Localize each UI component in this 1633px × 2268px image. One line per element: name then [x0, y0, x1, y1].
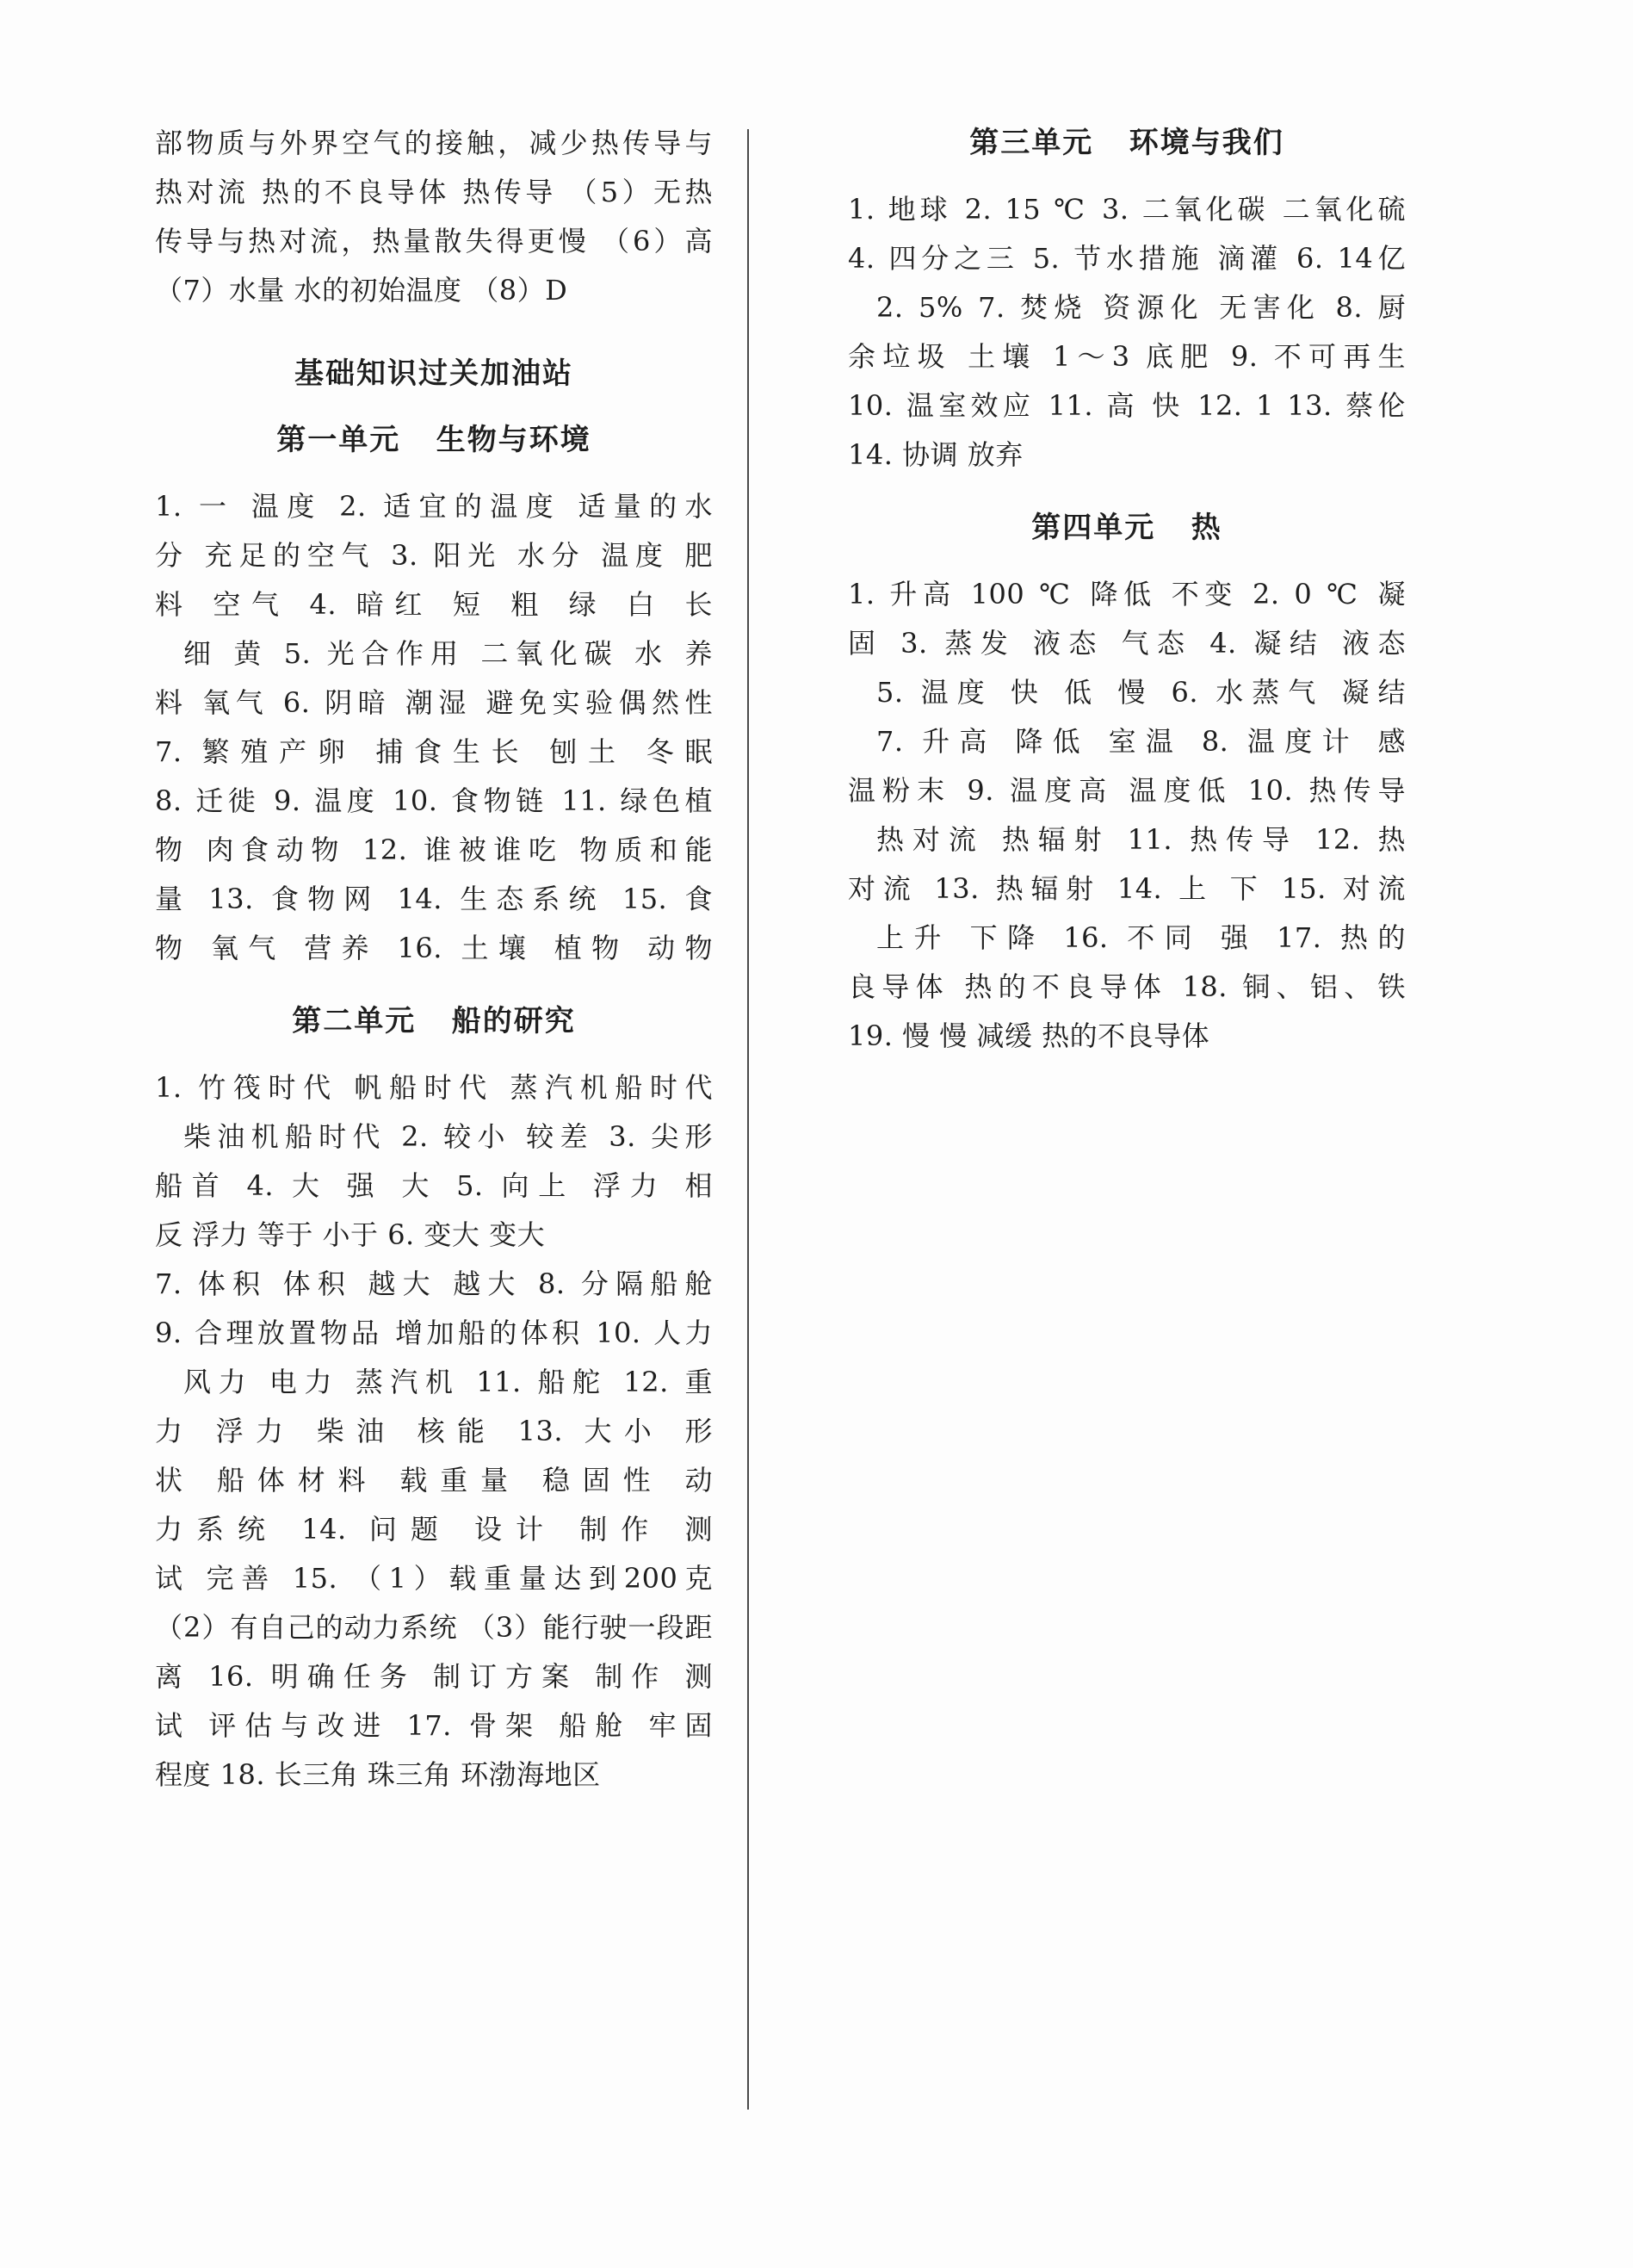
- unit-4-answers: [848, 570, 1406, 1061]
- answer-line: 对流 13. 热辐射 14. 上 下 15. 对流: [848, 872, 1406, 905]
- answer-line: 余垃圾 土壤 1～3 底肥 9. 不可再生: [848, 340, 1406, 373]
- answer-line: 上升 下降 16. 不同 强 17. 热的: [876, 921, 1406, 954]
- right-column: [848, 119, 1406, 1061]
- answer-line: 试 评估与改进 17. 骨架 船舱 牢固: [155, 1709, 713, 1742]
- unit-3-answers: [848, 185, 1406, 480]
- answer-line: 1. 升高 100 ℃ 降低 不变 2. 0 ℃ 凝: [848, 578, 1406, 610]
- unit-2-answers: [155, 1063, 713, 1800]
- answer-line: （2）有自己的动力系统 （3）能行驶一段距: [155, 1611, 713, 1644]
- unit-1-answers: [155, 482, 713, 973]
- continuation-line: 传导与热对流，热量散失得更慢 （6）高: [155, 225, 713, 257]
- answer-line: 柴油机船时代 2. 较小 较差 3. 尖形: [183, 1120, 713, 1153]
- answer-line: 量 13. 食物网 14. 生态系统 15. 食: [155, 883, 713, 915]
- answer-line: 19. 慢 慢 减缓 热的不良导体: [848, 1019, 1210, 1052]
- answer-line: 14. 协调 放弃: [848, 438, 1024, 471]
- answer-line: 2. 5% 7. 焚烧 资源化 无害化 8. 厨: [876, 291, 1406, 324]
- answer-line: 5. 温度 快 低 慢 6. 水蒸气 凝结: [876, 676, 1406, 709]
- continuation-line: 热对流 热的不良导体 热传导 （5）无热: [155, 176, 713, 208]
- column-divider: [747, 129, 749, 2110]
- answer-line: 4. 四分之三 5. 节水措施 滴灌 6. 14亿: [848, 242, 1406, 275]
- answer-line: 试 完善 15. （1）载重量达到200克: [155, 1562, 713, 1595]
- answer-line: 离 16. 明确任务 制订方案 制作 测: [155, 1660, 713, 1693]
- answer-line: 物 肉食动物 12. 谁被谁吃 物质和能: [155, 833, 713, 866]
- answer-line: 力系统 14. 问题 设计 制作 测: [155, 1513, 713, 1546]
- answer-line: 物 氧气 营养 16. 土壤 植物 动物: [155, 932, 713, 964]
- unit-3-title: 第三单元 环境与我们: [969, 126, 1284, 160]
- answer-line: 8. 迁徙 9. 温度 10. 食物链 11. 绿色植: [155, 784, 713, 817]
- answer-line: 分 充足的空气 3. 阳光 水分 温度 肥: [155, 539, 713, 572]
- answer-line: 1. 一 温度 2. 适宜的温度 适量的水: [155, 490, 713, 523]
- answer-line: 1. 地球 2. 15 ℃ 3. 二氧化碳 二氧化硫: [848, 193, 1406, 226]
- left-column: [155, 119, 713, 1800]
- answer-line: 1. 竹筏时代 帆船时代 蒸汽机船时代: [155, 1071, 713, 1104]
- answer-line: 料 空气 4. 暗红 短 粗 绿 白 长: [155, 588, 713, 621]
- unit-1-title: 第一单元 生物与环境: [276, 423, 591, 457]
- unit-4-title: 第四单元 热: [1031, 511, 1222, 545]
- answer-line: 9. 合理放置物品 增加船的体积 10. 人力: [155, 1317, 713, 1349]
- answer-line: 料 氧气 6. 阴暗 潮湿 避免实验偶然性: [155, 686, 713, 719]
- answer-line: 固 3. 蒸发 液态 气态 4. 凝结 液态: [848, 627, 1406, 660]
- answer-line: 温粉末 9. 温度高 温度低 10. 热传导: [848, 774, 1406, 807]
- answer-line: 热对流 热辐射 11. 热传导 12. 热: [876, 823, 1406, 856]
- answer-line: 7. 体积 体积 越大 越大 8. 分隔船舱: [155, 1267, 713, 1300]
- answer-line: 船首 4. 大 强 大 5. 向上 浮力 相: [155, 1169, 713, 1202]
- answer-line: 7. 升高 降低 室温 8. 温度计 感: [876, 725, 1406, 758]
- continuation-line: 部物质与外界空气的接触，减少热传导与: [155, 127, 713, 159]
- answer-line: 风力 电力 蒸汽机 11. 船舵 12. 重: [183, 1366, 713, 1398]
- answer-line: 程度 18. 长三角 珠三角 环渤海地区: [155, 1758, 601, 1791]
- answer-line: 细 黄 5. 光合作用 二氧化碳 水 养: [183, 637, 713, 670]
- answer-line: 良导体 热的不良导体 18. 铜、铝、铁: [848, 970, 1406, 1003]
- answer-line: 7. 繁殖产卵 捕食生长 刨土 冬眠: [155, 735, 713, 768]
- answer-line: 状 船体材料 载重量 稳固性 动: [155, 1464, 713, 1497]
- answer-line: 力 浮力 柴油 核能 13. 大小 形: [155, 1415, 713, 1447]
- unit-2-title: 第二单元 船的研究: [292, 1004, 576, 1038]
- continuation-block: [155, 119, 713, 315]
- answer-line: 反 浮力 等于 小于 6. 变大 变大: [155, 1218, 546, 1251]
- answer-line: 10. 温室效应 11. 高 快 12. 1 13. 蔡伦: [848, 389, 1406, 422]
- section-title: 基础知识过关加油站: [294, 356, 573, 391]
- continuation-line: （7）水量 水的初始温度 （8）D: [155, 274, 568, 307]
